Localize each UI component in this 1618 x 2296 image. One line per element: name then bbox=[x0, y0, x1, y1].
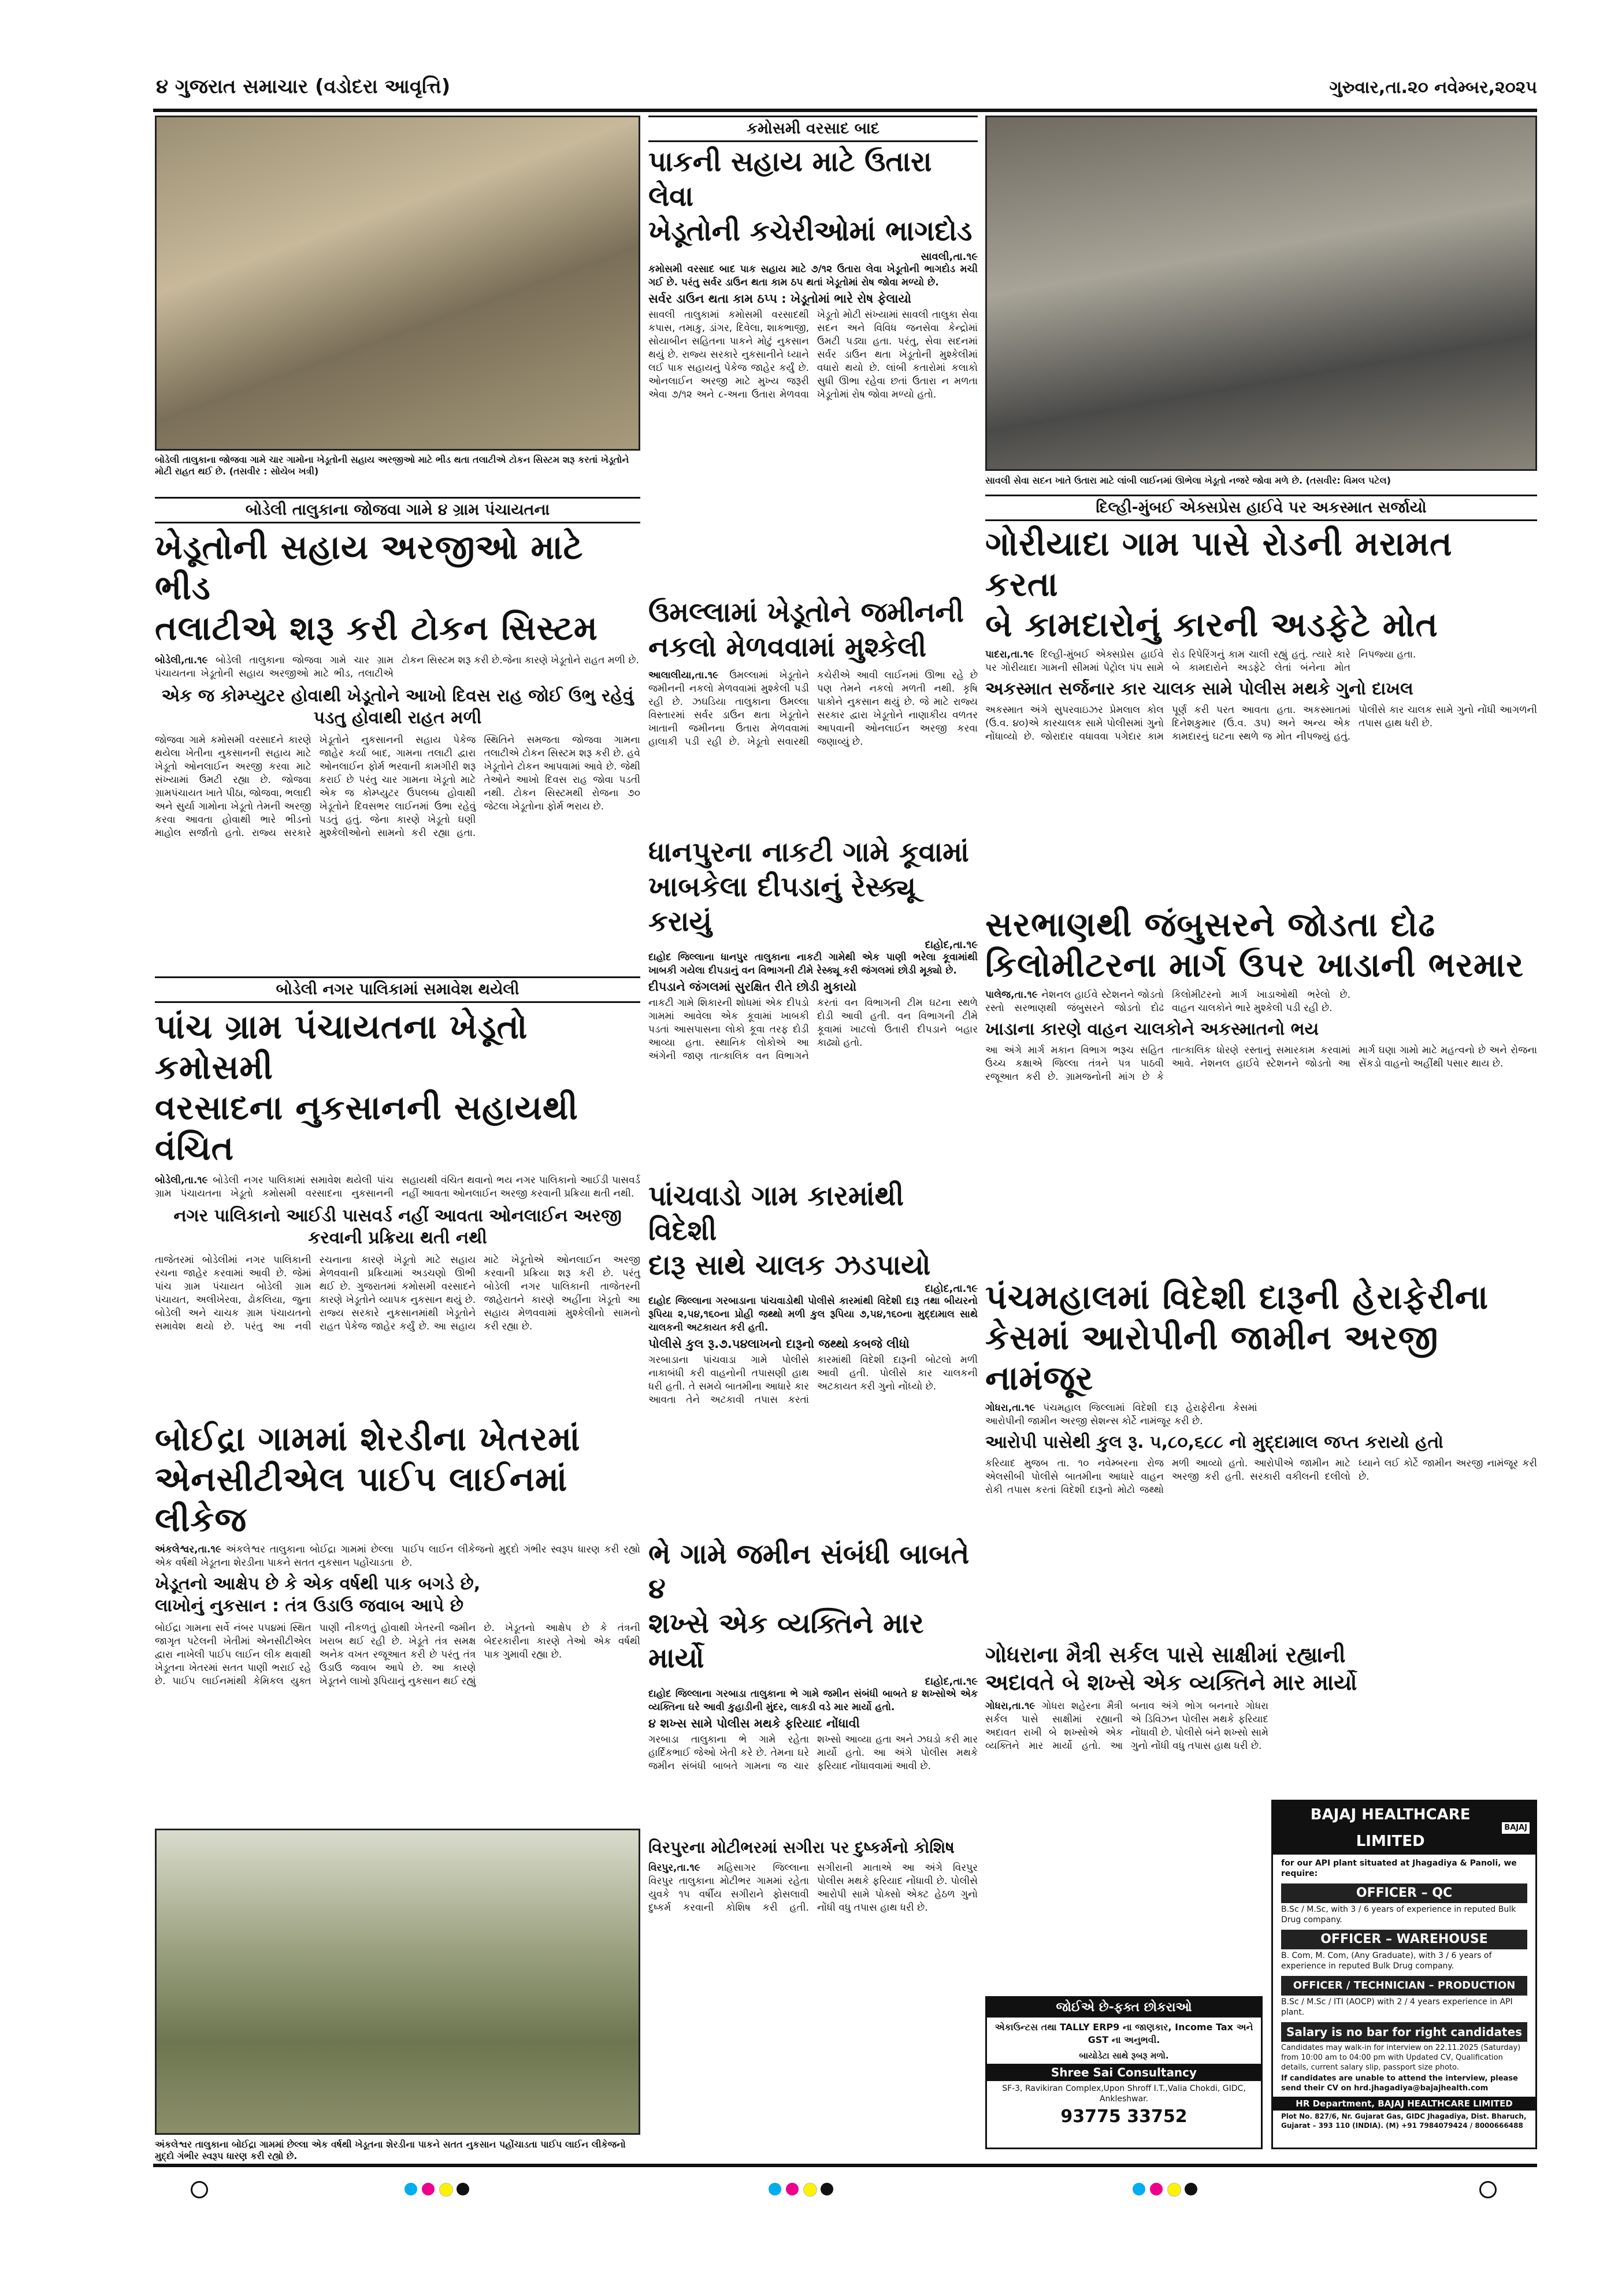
color-swatch-magenta bbox=[422, 2183, 435, 2195]
story-headline: વરસાદના નુકસાનની સહાયથી વંચિત bbox=[155, 1088, 578, 1168]
story-body: ઉમલ્લામાં ખેડૂતોને જમીનની નકલો મેળવવામાં મુશ્કેલી પડી રહી છે. ઝઘડિયા તાલુકાના ઉમલ્લા વિસ્તારમાં સર્વર ડાઉન થતા ખેડૂતોને ખાતાની જમીનના ઉતારા મેળવવામાં હાલાકી પડી રહી છે. ખેડૂતો સવારથી કચેરીએ આવી લાઈનમાં ઊભા રહે છે પણ તેમને નકલો મળતી નથી. કૃષિ પાકોને નુકસાન થયું છે. જે માટે રાજ્ય સરકાર દ્વારા ખેડૂતોને નાણાકીય વળતર આપવાની ઓનલાઈન અરજી કરવા જણાવ્યું છે. bbox=[648, 670, 978, 748]
color-swatch-magenta bbox=[1150, 2183, 1163, 2195]
story-umalla bbox=[648, 595, 978, 819]
masthead-left: ૪ ગુજરાત સમાચાર (વડોદરા આવૃત્તિ) bbox=[156, 75, 451, 98]
story-boleli-token bbox=[155, 497, 640, 907]
story-lead: દાહોદ જિલ્લાના ગરબાડા તાલુકાના ભે ગામે જમીન સંબંધી બાબતે ૪ શખ્સોએ એક વ્યક્તિના ઘરે આવી કુહાડીની મુંદર, લાકડી વડે માર માર્યો હતો. bbox=[648, 1688, 978, 1713]
story-lead: દિલ્હી-મુંબઈ એક્સપ્રેસ હાઈવે પર ગોરીયાદા ગામની સીમમાં પેટ્રોલ પંપ સામે રોડ રિપેરિંગનું કામ ચાલી રહ્યું હતું. ત્યારે કારે બે કામદારોને અડફેટે લેતાં બંનેના મોત નિપજ્યા હતા. bbox=[985, 649, 1416, 674]
story-headline: સરભાણથી જંબુસરને જોડતા દોઢ bbox=[985, 905, 1436, 944]
color-swatch-black bbox=[457, 2183, 469, 2195]
dateline: બોડેલી,તા.૧૯ bbox=[155, 655, 208, 666]
color-swatch-yellow bbox=[439, 2183, 453, 2197]
color-swatch-cyan bbox=[769, 2183, 781, 2195]
color-swatch-cyan bbox=[1133, 2183, 1145, 2195]
story-headline: એનસીટીએલ પાઈપ લાઈનમાં લીકેજ bbox=[155, 1459, 568, 1539]
story-five-panchayat bbox=[155, 976, 640, 1421]
story-lead: અંકલેશ્વર તાલુકાના બોઈદ્રા ગામમાં છેલ્લા એક વર્ષથી ખેડૂતના શેરડીના પાકને સતત નુકસાન પહોંચાડતા પાઈપ લાઈન લીકેજનો મુદ્દો ગંભીર સ્વરૂપ ધારણ કરી રહ્યો છે. bbox=[155, 1544, 640, 1569]
color-swatch-cyan bbox=[404, 2183, 417, 2195]
ad-line: એકાઉન્ટસ તથા TALLY ERP9 ના જાણકાર, Income Tax અને GST ના અનુભવી. bbox=[994, 2022, 1253, 2045]
registration-mark-icon bbox=[1479, 2181, 1497, 2198]
story-body: કરિયાદ મુજબ તા. ૧૦ નવેમ્બરના રોજ એલસીબી પોલીસે બાતમીના આધારે વાહન રોકી તપાસ કરતાં વિદેશી દારૂનો મોટો જથ્થો મળી આવ્યો હતો. આરોપીએ જામીન માટે અરજી કરી હતી. સરકારી વકીલની દલીલો ધ્યાને લઈ કોર્ટે જામીન અરજી નામંજૂર કરી છે. bbox=[985, 1458, 1537, 1496]
story-body: ગરબાડા તાલુકાના ભે ગામે રહેતા હાર્દિકભાઈ જેઓ ખેતી કરે છે. તેમના ઘરે જમીન સંબંધી બાબતે ગામના જ ચાર શખ્સો આવ્યા હતા અને ઝઘડો કરી માર માર્યો હતો. આ અંગે પોલીસ મથકે ફરિયાદ નોંધાવવામાં આવી છે. bbox=[648, 1734, 978, 1772]
story-goriyada-accident bbox=[985, 495, 1537, 865]
story-headline: બોઈદ્રા ગામમાં શેરડીના ખેતરમાં bbox=[155, 1419, 581, 1458]
color-swatch-yellow bbox=[1167, 2183, 1181, 2197]
walkin-note: Candidates may walk-in for interview on 22.11.2025 (Saturday) from 10:00 am to 04:00 pm with Updated CV, Qualification details, current salary slip, passport size photo. bbox=[1281, 2044, 1521, 2072]
dateline: અંકલેશ્વર,તા.૧૯ bbox=[155, 1544, 221, 1555]
ad-address: Plot No. 827/6, Nr. Gujarat Gas, GIDC Jhagadiya, Dist. Bharuch, Gujarat – 393 110 (INDIA). (M) +91 7984079424 / 8000666488 bbox=[1281, 2112, 1527, 2130]
story-lead: નેશનલ હાઈવે સ્ટેશનને જોડતો રસ્તો સરભાણથી જંબુસરને જોડતો દોઢ કિલોમીટરનો માર્ગ ખાડાઓથી ભરેલો છે. વાહન ચાલકોને ભારે મુશ્કેલી પડી રહી છે. bbox=[985, 989, 1350, 1014]
salary-note: Salary is no bar for right candidates bbox=[1281, 2022, 1527, 2042]
photo-farmers-gathering bbox=[155, 116, 640, 451]
story-subhead: ખેડૂતનો આક્ષેપ છે કે એક વર્ષથી પાક બગડે છે, bbox=[155, 1574, 481, 1594]
story-kicker: બોડેલી નગર પાલિકામાં સમાવેશ થયેલી bbox=[155, 976, 640, 1003]
story-headline: કિલોમીટરના માર્ગ ઉપર ખાડાની ભરમાર bbox=[985, 945, 1524, 984]
masthead-date: ગુરુવાર,તા.૨૦ નવેમ્બર,૨૦૨૫ bbox=[1329, 77, 1537, 98]
story-subhead: સર્વર ડાઉન થતા કામ ઠપ્પ : ખેડૂતોમાં ભારે રોષ ફેલાયો bbox=[648, 292, 911, 306]
story-liquor-car bbox=[648, 1179, 978, 1475]
job-band-production: OFFICER / TECHNICIAN – PRODUCTION bbox=[1281, 1976, 1527, 1996]
story-headline: ખાબકેલા દીપડાનું રેસ્ક્યૂ કરાયું bbox=[648, 871, 916, 938]
job-requirement: B.Sc / M.Sc / ITI (AOCP) with 2 / 4 years experience in API plant. bbox=[1281, 1997, 1513, 2017]
story-headline: બે કામદારોનું કારની અડફેટે મોત bbox=[985, 605, 1438, 644]
dateline: વિરપુર,તા.૧૯ bbox=[648, 1862, 700, 1874]
story-body: મહિસાગર જિલ્લાના વિરપુર તાલુકાના મોટીભર ગામમાં રહેતા યુવકે ૧૫ વર્ષીય સગીરાને ફોસલાવી દુષ્કર્મ કરવાની કોશિષ કરી હતી. સગીરાની માતાએ આ અંગે વિરપુર પોલીસ મથકે ફરિયાદ નોંધાવી છે. પોલીસે આરોપી સામે પોક્સો એક્ટ હેઠળ ગુનો નોંધી વધુ તપાસ હાથ ધરી છે. bbox=[648, 1862, 978, 1914]
dateline: ગોધરા,તા.૧૯ bbox=[985, 1700, 1036, 1712]
story-headline: પાંચ ગ્રામ પંચાયતના ખેડૂતો કમોસમી bbox=[155, 1007, 528, 1087]
story-headline: ભે ગામે જમીન સંબંધી બાબતે ૪ bbox=[648, 1538, 970, 1605]
story-lead: પંચમહાલ જિલ્લામાં વિદેશી દારૂ હેરાફેરીના કેસમાં આરોપીની જામીન અરજી સેશન્સ કોર્ટે નામંજૂર કરી છે. bbox=[985, 1402, 1257, 1427]
story-body: તાજેતરમાં બોડેલીમાં નગર પાલિકાની રચના જાહેર કરવામાં આવી છે. જેમાં પાંચ ગ્રામ પંચાયત બોડેલી ગ્રામ પંચાયત, અલીખેરવા, ઢોકલિયા, જુના બોડેલી અને ચાચક ગ્રામ પંચાયતનો સમાવેશ થયો છે. પરંતુ આ નવી રચનાના કારણે ખેડૂતો માટે સહાય મેળવવાની પ્રક્રિયામાં અડચણો ઊભી થઈ છે. ગુજરાતમાં કમોસમી વરસાદને કારણે ખેડૂતોને વ્યાપક નુકસાન થયું છે. રાજ્ય સરકારે નુકસાનમાંથી ખેડૂતોને રાહત પેકેજ જાહેર કર્યું છે. આ સહાય માટે ખેડૂતોએ ઓનલાઈન અરજી કરવાની પ્રક્રિયા શરૂ કરી છે. પરંતુ બોડેલી નગર પાલિકાની તાજેતરની જાહેરાતને કારણે અહીંના ખેડૂતો આ સહાય મેળવવામાં મુશ્કેલીનો સામનો કરી રહ્યા છે. bbox=[155, 1254, 640, 1332]
ad-company: Shree Sai Consultancy bbox=[987, 2064, 1261, 2081]
photo-caption: અંકલેશ્વર તાલુકાના બોઈદ્રા ગામમાં છેલ્લા એક વર્ષથી ખેડૂતના શેરડીના પાકને સતત નુકસાન પહોંચાડતા પાઈપ લાઈન લીકેજનો મુદ્દો ગંભીર સ્વરૂપ ધારણ કરી રહ્યો છે. bbox=[155, 2139, 626, 2161]
story-land-dispute bbox=[648, 1537, 978, 1849]
photo-caption: સાવલી સેવા સદન ખાતે ઉતારા માટે લાંબી લાઈનમાં ઊભેલા ખેડૂતો નજરે જોવા મળે છે. (તસવીર: વિમલ પટેલ) bbox=[985, 475, 1391, 486]
color-swatch-magenta bbox=[786, 2183, 799, 2195]
photo-caption: બોડેલી તાલુકાના જોજવા ગામે ચાર ગામોના ખેડૂતોની સહાય અરજીઓ માટે ભીડ થતા તલાટીએ ટોકન સિસ્ટમ શરૂ કરતાં ખેડૂતોને મોટી રાહત થઈ છે. (તસવીર : સોયેબ ખત્રી) bbox=[155, 454, 629, 477]
story-headline: પાંચવાડો ગામ કારમાંથી વિદેશી bbox=[648, 1180, 904, 1247]
story-kicker: કમોસમી વરસાદ બાદ bbox=[648, 116, 978, 142]
photo-sugarcane-field bbox=[155, 1829, 640, 2135]
story-headline: ધાનપુરના નાકટી ગામે કૂવામાં bbox=[648, 836, 969, 868]
story-body: નાકટી ગામે શિકારની શોધમાં એક દીપડો ગામમાં આવેલા એક કૂવામાં ખાબકી પડતાં આસપાસના લોકો કૂવા તરફ દોડી આવ્યા હતા. સ્થાનિક લોકોએ આ અંગેની જાણ તાત્કાલિક વન વિભાગને કરતાં વન વિભાગની ટીમ ઘટના સ્થળે દોડી આવી હતી. વન વિભાગની ટીમે કૂવામાં ખાટલો ઉતારી દીપડાને બહાર કાઢ્યો હતો. bbox=[648, 997, 978, 1062]
dateline: દાહોદ,તા.૧૯ bbox=[925, 1675, 978, 1688]
story-headline: ગોરીયાદા ગામ પાસે રોડની મરામત કરતા bbox=[985, 524, 1453, 604]
story-bail-rejected bbox=[985, 1277, 1537, 1596]
story-headline: અદાવતે બે શખ્સે એક વ્યક્તિને માર માર્યો bbox=[985, 1670, 1357, 1695]
dateline: બોડેલી,તા.૧૯ bbox=[155, 1175, 208, 1186]
story-headline: વિરપુરના મોટીભરમાં સગીરા પર દુષ્કર્મનો કોશિષ bbox=[648, 1838, 955, 1857]
ad-shree-sai bbox=[985, 1996, 1263, 2149]
story-body: બોઈદ્રા ગામના સર્વે નંબર ૫૫૪માં સ્થિત જાગૃત પટેલની ખેતીમાં એનસીટીએલ દ્વારા નાખેલી પાઈપ લાઈન લીક થવાથી ખેડૂતના ખેતરમાં સતત પાણી ભરાઈ રહે છે. પાઈપ લાઈનમાંથી કેમિકલ યુક્ત પાણી નીકળતું હોવાથી ખેતરની જમીન ખરાબ થઈ રહી છે. ખેડૂતે તંત્ર સમક્ષ અનેક વખત રજૂઆત કરી છે પરંતુ તંત્ર ઉડાઉ જવાબ આપે છે. આ કારણે ખેડૂતને લાખો રૂપિયાનું નુકસાન થઈ રહ્યું છે. ખેડૂતનો આક્ષેપ છે કે તંત્રની બેદરકારીના કારણે તેઓ એક વર્ષથી પાક ગુમાવી રહ્યા છે. bbox=[155, 1622, 640, 1687]
story-body: આ અંગે માર્ગ મકાન વિભાગ ભરૂચ સહિત ઉચ્ચ કક્ષાએ જિલ્લા તંત્રને પત્ર પાઠવી રજૂઆત કરી છે. ગ્રામજનોની માંગ છે કે તાત્કાલિક ધોરણે રસ્તાનું સમારકામ કરવામાં આવે. નેશનલ હાઈવે સ્ટેશનને જોડતો આ માર્ગ ઘણા ગામો માટે મહત્વનો છે અને રોજના સેંકડો વાહનો અહીંથી પસાર થાય છે. bbox=[985, 1045, 1537, 1083]
story-virpur bbox=[648, 1837, 978, 2116]
story-subhead: પોલીસે કુલ રૂ.૭.૫૪લાખનો દારૂનો જથ્થો કબજે લીધો bbox=[648, 1337, 910, 1351]
story-leopard-rescue bbox=[648, 835, 978, 1112]
job-band-warehouse: OFFICER – WAREHOUSE bbox=[1281, 1930, 1527, 1949]
dateline: પાદરા,તા.૧૯ bbox=[985, 649, 1034, 660]
story-lead: દાહોદ જિલ્લાના ધાનપુર તાલુકાના નાકટી ગામેથી એક પાણી ભરેલા કૂવામાંથી ખાબકી ગયેલા દીપડાનું વન વિભાગની ટીમે રેસ્ક્યૂ કરી જંગલમાં છોડી મૂક્યો છે. bbox=[648, 952, 978, 976]
story-subhead: લાખોનું નુકસાન : તંત્ર ઉડાઉ જવાબ આપે છે bbox=[155, 1596, 464, 1616]
job-band-qc: OFFICER – QC bbox=[1281, 1883, 1527, 1903]
story-subhead: દીપડાને જંગલમાં સુરક્ષિત રીતે છોડી મુકાયો bbox=[648, 980, 857, 994]
bajaj-logo-icon: BAJAJ bbox=[1502, 1822, 1530, 1834]
ad-bajaj-healthcare bbox=[1271, 1800, 1537, 2149]
story-lead: બોડેલી તાલુકાના જોજવા ગામે ચાર ગ્રામ પંચાયતના ખેડૂતોની સહાય અરજીઓ માટે ભીડ, તલાટીએ ટોકન સિસ્ટમ શરૂ કરી છે.જેના કારણે ખેડૂતોને રાહત મળી છે. bbox=[155, 655, 639, 679]
job-requirement: B.Sc / M.Sc, with 3 / 6 years of experience in reputed Bulk Drug company. bbox=[1281, 1905, 1516, 1925]
dateline: પાલેજ,તા.૧૯ bbox=[985, 989, 1038, 1001]
ad-title: BAJAJ HEALTHCARE LIMITED bbox=[1310, 1806, 1471, 1850]
story-subhead: ખાડાના કારણે વાહન ચાલકોને અકસ્માતનો ભય bbox=[985, 1019, 1319, 1039]
story-savli-rush bbox=[648, 116, 978, 482]
story-headline: ખેડૂતોની કચેરીઓમાં ભાગદોડ bbox=[648, 215, 973, 247]
color-swatch-black bbox=[1185, 2183, 1197, 2195]
story-subhead: અકસ્માત સર્જનાર કાર ચાલક સામે પોલીસ મથકે ગુનો દાખલ bbox=[985, 679, 1413, 699]
masthead bbox=[0, 69, 1618, 110]
story-subhead: એક જ કોમ્પ્યુટર હોવાથી ખેડૂતોને આખો દિવસ રાહ જોઈ ઉભુ રહેવું પડતુ હોવાથી રાહત મળી bbox=[161, 686, 634, 728]
ad-address: SF-3, Ravikiran Complex,Upon Shroff I.T.,Valia Chokdi, GIDC, Ankleshwar. bbox=[1002, 2084, 1246, 2104]
photo-queue-savli bbox=[985, 116, 1537, 471]
dateline: આલાલીયા,તા.૧૯ bbox=[648, 670, 719, 681]
story-headline: તલાટીએ શરૂ કરી ટોકન સિસ્ટમ bbox=[155, 608, 598, 648]
story-body: જોજવા ગામે કમોસમી વરસાદને કારણે થયેલા ખેતીના નુકસાનની સહાય માટે ખેડૂતો ઓનલાઈન અરજી કરવા માટે સંખ્યામાં ઉમટી રહ્યા છે. જોજવા ગ્રામપંચાયત ખાતે પીઠા, જોજવા, ભલાદી અને સુર્યા ગામોના ખેડૂતો તેમની અરજી કરવા આવતા હોવાથી ભારે ભીડનો માહોલ સર્જાતો હતો. રાજ્ય સરકારે ખેડૂતોને નુકસાનની સહાય પેકેજ જાહેર કર્યા બાદ, ગામના તલાટી દ્વારા ઓનલાઈન ફોર્મ ભરવાની કામગીરી શરૂ કરાઈ છે પરંતુ ચાર ગામના ખેડૂતો માટે એક જ કોમ્પ્યુટર ઉપલબ્ધ હોવાથી ખેડૂતોને દિવસભર લાઈનમાં ઉભા રહેવું પડતું હતું. જેના કારણે ખેડૂતો ઘણી મુશ્કેલીઓનો સામનો કરી રહ્યા હતા. સ્થિતિને સમજતા જોજવા ગામના તલાટીએ ટોકન સિસ્ટમ શરૂ કરી છે. હવે ખેડૂતોને ટોકન આપવામાં આવે છે. જેથી તેઓને આખો દિવસ રાહ જોવા પડતી નથી. ટોકન સિસ્ટમથી રોજના ૭૦ જેટલા ખેડૂતોના ફોર્મ ભરાય છે. bbox=[155, 734, 640, 839]
story-kicker: દિલ્હી-મુંબઈ એક્સપ્રેસ હાઈવે પર અકસ્માત સર્જાયો bbox=[985, 495, 1537, 521]
email-note[interactable]: If candidates are unable to attend the interview, please send their CV on hrd.jhagadiya@bajajhealth.com bbox=[1281, 2074, 1518, 2093]
story-subhead: આરોપી પાસેથી કુલ રૂ. ૫,૮૦,૬૮૮ નો મુદ્દામાલ જપ્ત કરાયો હતો bbox=[985, 1432, 1443, 1452]
story-pipeline-leak bbox=[155, 1418, 640, 1766]
story-subhead: નગર પાલિકાનો આઈડી પાસવર્ડ નહીં આવતા ઓનલાઈન અરજી કરવાની પ્રક્રિયા થતી નથી bbox=[173, 1206, 622, 1248]
story-headline: શખ્સે એક વ્યક્તિને માર માર્યો bbox=[648, 1607, 924, 1674]
color-swatch-yellow bbox=[803, 2183, 817, 2197]
dateline: ગોધરા,તા.૧૯ bbox=[985, 1402, 1036, 1414]
registration-mark-icon bbox=[191, 2181, 208, 2198]
ad-line: બાયોડેટા સાથે રૂબરૂ મળો. bbox=[1079, 2050, 1169, 2061]
story-body: અકસ્માત અંગે સુપરવાઇઝર પ્રેમલાલ કોલ (ઉ.વ. ૪૦)એ કારચાલક સામે પોલીસમાં ગુનો નોંધાવ્યો છે. જોરાદાર વધાવવા પગેદાર કામ પૂર્ણ કરી પરત આવતા હતા. અકસ્માતમાં દિનેશકુમાર (ઉ.વ. ૩૫) અને અન્ય એક કામદારનું ઘટના સ્થળે જ મોત નીપજ્યું હતું. પોલીસે કાર ચાલક સામે ગુનો નોંધી આગળની તપાસ હાથ ધરી છે. bbox=[985, 704, 1537, 742]
story-lead: બોડેલી નગર પાલિકામાં સમાવેશ થયેલી પાંચ ગ્રામ પંચાયતના ખેડૂતો કમોસમી વરસાદના નુકસાનની સહાયથી વંચિત થવાનો ભય નગર પાલિકાનો આઈડી પાસવર્ડ નહીં આવતા ઓનલાઈન અરજી કરવાની પ્રક્રિયા થતી નથી. bbox=[155, 1175, 640, 1199]
story-headline: ખેડૂતોની સહાય અરજીઓ માટે ભીડ bbox=[155, 527, 584, 607]
story-kicker: બોડેલી તાલુકાના જોજવા ગામે ૪ ગ્રામ પંચાયતના bbox=[155, 497, 640, 523]
story-body: સાવલી તાલુકામાં કમોસમી વરસાદથી કપાસ, તમાકુ, ડાંગર, દિવેલા, શાકભાજી, સોયાબીન સહિતના પાકને મોટું નુકસાન થયું છે. રાજ્ય સરકારે નુકસાનીને ધ્યાને લઈ પાક સહાયનું પેકેજ જાહેર કર્યું છે. ઓનલાઈન અરજી માટે મુખ્ય જરૂરી એવા ૭/૧૨ અને ૮-અના ઉતારા મેળવવા ખેડૂતો મોટી સંખ્યામાં સાવલી તાલુકા સેવા સદન અને વિવિધ જનસેવા કેન્દ્રોમાં ઉમટી પડ્યા હતા. પરંતુ, સેવા સદનમાં સર્વર ડાઉન થતા ખેડૂતોની મુશ્કેલીમાં વધારો થયો છે. લાંબી કતારોમાં કલાકો સુધી ઊભા રહેવા છતાં ઉતારા ન મળતા ખેડૂતોમાં રોષ જોવા મળ્યો હતો. bbox=[648, 309, 978, 400]
story-headline: પાકની સહાય માટે ઉતારા લેવા bbox=[648, 146, 932, 213]
color-swatch-black bbox=[821, 2183, 833, 2195]
story-body: ગરબાડાના પાંચવાડા ગામે પોલીસે નાકાબંધી કરી વાહનોની તપાસણી હાથ ધરી હતી. તે સમયે બાતમીના આધારે કાર આવતા તેને અટકાવી તપાસ કરતાં કારમાંથી વિદેશી દારૂની બોટલો મળી આવી હતી. પોલીસે કાર ચાલકની અટકાયત કરી ગુનો નોંધ્યો છે. bbox=[648, 1354, 978, 1406]
masthead-rule bbox=[153, 109, 1537, 112]
story-headline: ગોધરાના મૈત્રી સર્કલ પાસે સાક્ષીમાં રહ્યાની bbox=[985, 1642, 1346, 1667]
story-headline: ઉમલ્લામાં ખેડૂતોને જમીનની bbox=[648, 596, 964, 629]
story-subhead: ૪ શખ્સ સામે પોલીસ મથકે ફરિયાદ નોંધાવી bbox=[648, 1717, 860, 1730]
job-requirement: B. Com, M. Com, (Any Graduate), with 3 / 6 years of experience in reputed Bulk Drug company. bbox=[1281, 1951, 1492, 1971]
story-sarbhan-potholes bbox=[985, 904, 1537, 1165]
hr-department: HR Department, BAJAJ HEALTHCARE LIMITED bbox=[1273, 2097, 1535, 2111]
dateline: દાહોદ,તા.૧૯ bbox=[925, 1283, 978, 1295]
dateline: દાહોદ,તા.૧૯ bbox=[925, 939, 978, 951]
story-headline: કેસમાં આરોપીની જામીન અરજી નામંજૂર bbox=[985, 1318, 1439, 1398]
story-body: ગોધરા શહેરના મૈત્રી સર્કલ પાસે સાક્ષીમાં રહ્યાની અદાવત રાખી બે શખ્સોએ એક વ્યક્તિને માર માર્યો હતો. આ બનાવ અંગે ભોગ બનનારે ગોધરા એ ડિવિઝન પોલીસ મથકે ફરિયાદ નોંધાવી છે. પોલીસે બંને શખ્સો સામે ગુનો નોંધી વધુ તપાસ હાથ ધરી છે. bbox=[985, 1700, 1268, 1752]
dateline: સાવલી,તા.૧૯ bbox=[921, 251, 978, 263]
story-headline: દારૂ સાથે ચાલક ઝડપાયો bbox=[648, 1249, 931, 1281]
story-headline: નકલો મેળવવામાં મુશ્કેલી bbox=[648, 631, 927, 663]
ad-title: જોઈએ છે-ફક્ત છોકરાઓ bbox=[987, 1998, 1261, 2018]
story-lead: કમોસમી વરસાદ બાદ પાક સહાય માટે ૭/૧૨ ઉતારા લેવા ખેડૂતોની ભાગદોડ મચી ગઈ છે. પરંતુ સર્વર ડાઉન થતા કામ ઠપ થતાં ખેડૂતોમાં રોષ જોવા મળ્યો છે. bbox=[648, 263, 978, 288]
ad-intro: for our API plant situated at Jhagadiya & Panoli, we require: bbox=[1281, 1859, 1517, 1878]
footer-rule bbox=[153, 2164, 1537, 2167]
ad-phone[interactable]: 93775 33752 bbox=[1060, 2106, 1187, 2127]
story-headline: પંચમહાલમાં વિદેશી દારૂની હેરાફેરીના bbox=[985, 1277, 1489, 1317]
story-lead: દાહોદ જિલ્લાના ગરબાડાના પાંચવાડોથી પોલીસે કારમાંથી વિદેશી દારૂ તથા બીયરનો રૂપિયા ૨,૫૪,૧૬૦ના પ્રોહી જથ્થો મળી કુલ રૂપિયા ૭,૫૪,૧૬૦ના મુદ્દામાલ સાથે ચાલકની અટકાયત કરી હતી. bbox=[648, 1295, 978, 1333]
